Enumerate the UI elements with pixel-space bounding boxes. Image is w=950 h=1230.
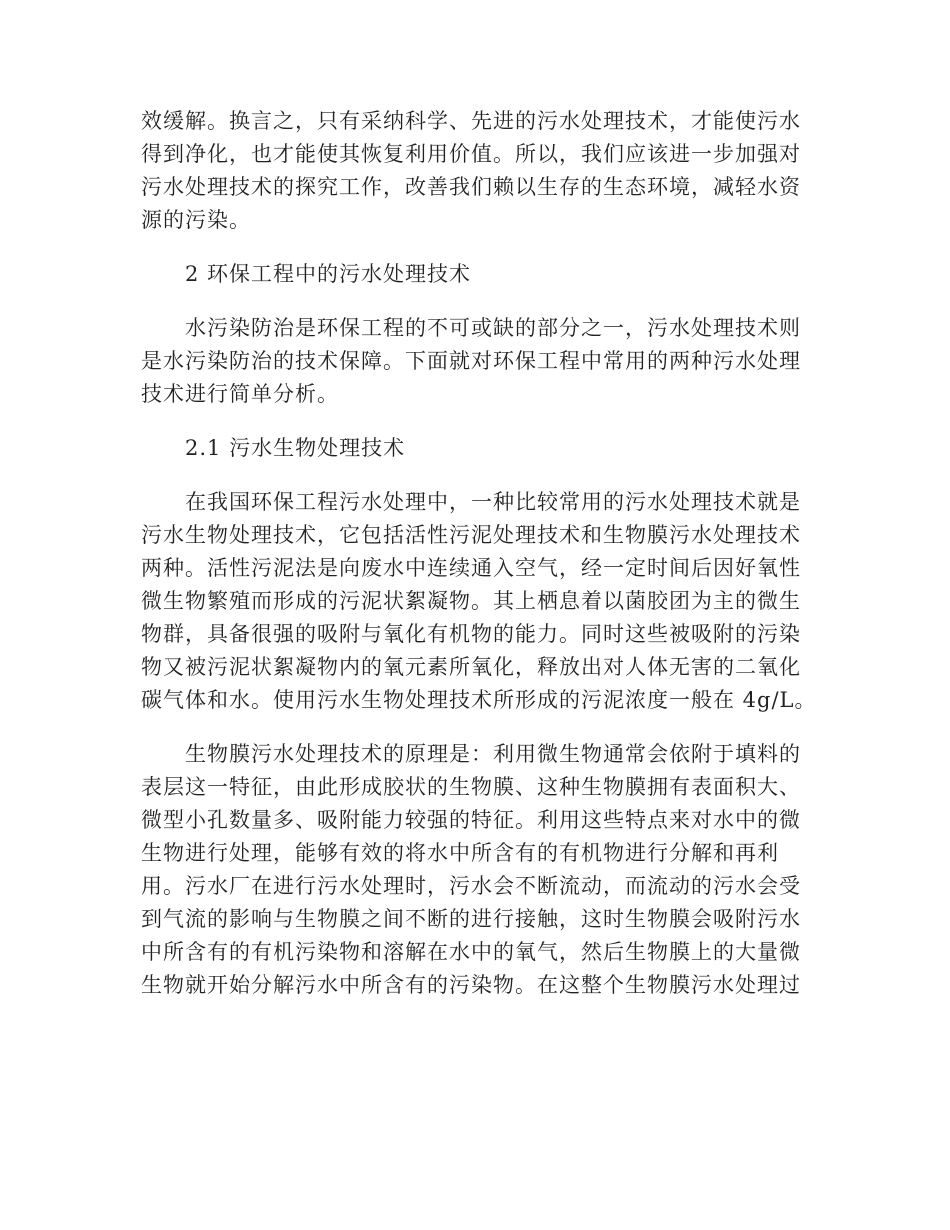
text-line: 技术进行简单分析。 xyxy=(141,382,339,406)
section-heading-2-1 xyxy=(141,432,803,465)
text-line: 中所含有的有机污染物和溶解在水中的氧气，然后生物膜上的大量微 xyxy=(141,940,801,964)
text-line: 是水污染防治的技术保障。下面就对环保工程中常用的两种污水处理 xyxy=(141,349,801,373)
text-line: 物群，具备很强的吸附与氧化有机物的能力。同时这些被吸附的污染 xyxy=(141,622,801,646)
text-line: 污水生物处理技术，它包括活性污泥处理技术和生物膜污水处理技术 xyxy=(141,523,801,547)
text-line: 到气流的影响与生物膜之间不断的进行接触，这时生物膜会吸附污水 xyxy=(141,907,801,931)
text-line: 在我国环保工程污水处理中，一种比较常用的污水处理技术就是 xyxy=(185,490,801,514)
text-line: 两种。活性污泥法是向废水中连续通入空气，经一定时间后因好氧性 xyxy=(141,556,801,580)
text-line: 碳气体和水。使用污水生物处理技术所形成的污泥浓度一般在 4g/L。 xyxy=(141,688,817,712)
text-line: 物又被污泥状絮凝物内的氧元素所氧化，释放出对人体无害的二氧化 xyxy=(141,655,801,679)
text-line: 水污染防治是环保工程的不可或缺的部分之一，污水处理技术则 xyxy=(185,316,801,340)
document-body xyxy=(141,105,817,1023)
section-heading-text: 2 环保工程中的污水处理技术 xyxy=(185,262,472,286)
section-heading-2 xyxy=(141,258,803,291)
paragraph-intro-continuation xyxy=(141,105,803,237)
paragraph-biofilm-treatment xyxy=(141,738,803,1002)
text-line: 微型小孔数量多、吸附能力较强的特征。利用这些特点来对水中的微 xyxy=(141,808,801,832)
text-line: 生物膜污水处理技术的原理是：利用微生物通常会依附于填料的 xyxy=(185,742,801,766)
text-line: 源的污染。 xyxy=(141,208,251,232)
paragraph-section-2-intro xyxy=(141,312,803,411)
text-line: 生物进行处理，能够有效的将水中所含有的有机物进行分解和再利 xyxy=(141,841,779,865)
text-line: 微生物繁殖而形成的污泥状絮凝物。其上栖息着以菌胶团为主的微生 xyxy=(141,589,801,613)
text-line: 效缓解。换言之，只有采纳科学、先进的污水处理技术，才能使污水 xyxy=(141,109,801,133)
text-line: 用。污水厂在进行污水处理时，污水会不断流动，而流动的污水会受 xyxy=(141,874,801,898)
text-line: 生物就开始分解污水中所含有的污染物。在这整个生物膜污水处理过 xyxy=(141,973,801,997)
section-heading-text: 2.1 污水生物处理技术 xyxy=(185,436,406,460)
text-line: 得到净化，也才能使其恢复利用价值。所以，我们应该进一步加强对 xyxy=(141,142,801,166)
text-line: 表层这一特征，由此形成胶状的生物膜、这种生物膜拥有表面积大、 xyxy=(141,775,801,799)
paragraph-biological-treatment xyxy=(141,486,817,717)
text-line: 污水处理技术的探究工作，改善我们赖以生存的生态环境，减轻水资 xyxy=(141,175,801,199)
